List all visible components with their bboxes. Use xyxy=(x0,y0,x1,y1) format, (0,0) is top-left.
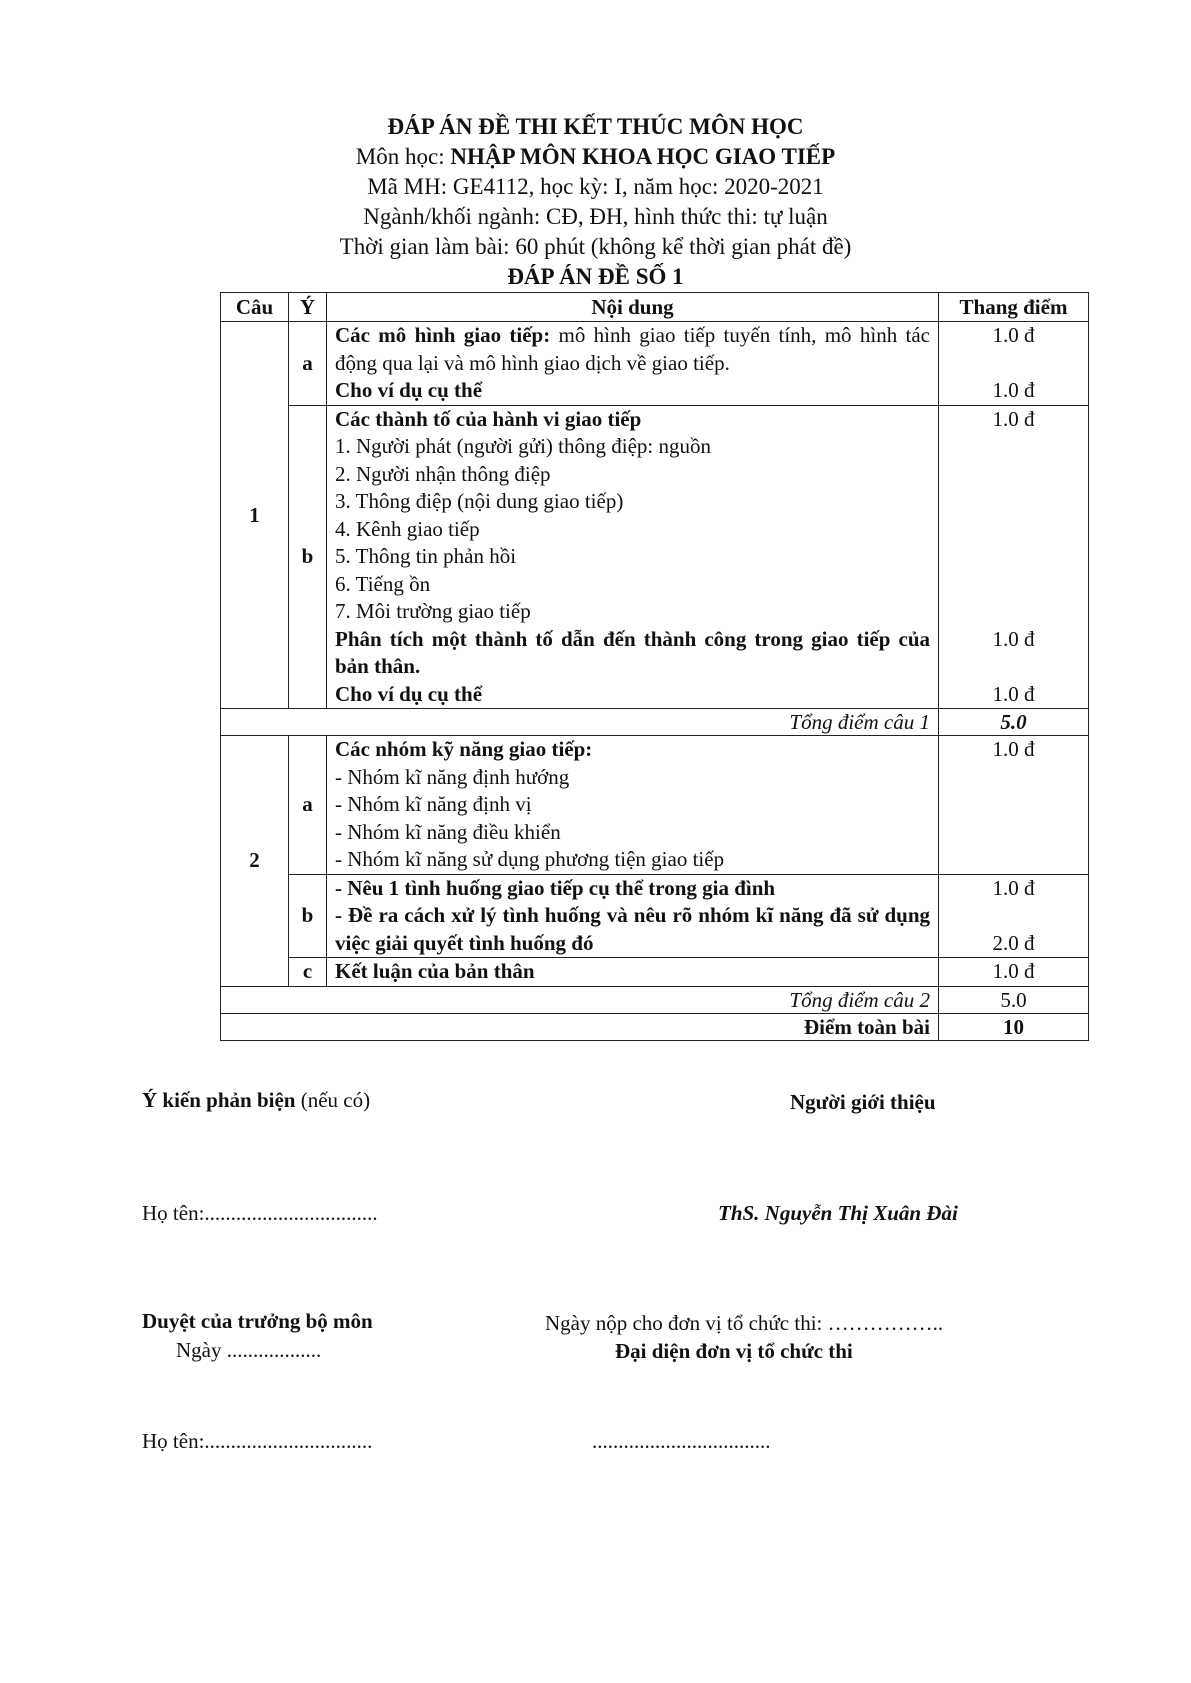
part-label: a xyxy=(289,736,327,875)
score-value: 1.0 đ xyxy=(992,875,1035,900)
col-header-question: Câu xyxy=(221,293,289,322)
answer-text xyxy=(335,322,930,377)
list-item: 3. Thông điệp (nội dung giao tiếp) xyxy=(335,489,624,513)
table-row xyxy=(221,874,1089,958)
reviewer-name-line: Họ tên:................................. xyxy=(142,1201,378,1225)
list-item: 6. Tiếng ồn xyxy=(335,571,431,596)
course-name: NHẬP MÔN KHOA HỌC GIAO TIẾP xyxy=(450,144,836,169)
review-label xyxy=(142,1088,370,1113)
question-total-label: Tổng điểm câu 2 xyxy=(221,986,939,1013)
answer-table xyxy=(220,292,1089,1041)
part-label: b xyxy=(289,874,327,958)
content-cell xyxy=(327,874,939,958)
col-header-part: Ý xyxy=(289,293,327,322)
question-total-value: 5.0 xyxy=(939,709,1089,736)
org-representative-label: Đại diện đơn vị tổ chức thi xyxy=(615,1339,853,1363)
review-bold: Ý kiến phản biện xyxy=(142,1088,296,1112)
score-value: 1.0 đ xyxy=(992,406,1035,431)
course-prefix: Môn học: xyxy=(355,144,451,169)
part-label: c xyxy=(289,958,327,987)
answer-line: Kết luận của bản thân xyxy=(335,959,535,983)
score-value: 1.0 đ xyxy=(992,323,1035,347)
presenter-label: Người giới thiệu xyxy=(790,1090,936,1114)
score-cell xyxy=(939,736,1089,875)
time-line: Thời gian làm bài: 60 phút (không kể thời gian phát đề) xyxy=(339,234,852,259)
col-header-score: Thang điểm xyxy=(939,293,1089,322)
review-note: (nếu có) xyxy=(295,1088,371,1112)
answer-example: Cho ví dụ cụ thể xyxy=(335,378,483,402)
question-number: 2 xyxy=(221,736,289,987)
table-row xyxy=(221,986,1089,1013)
content-cell xyxy=(327,958,939,987)
question-number: 1 xyxy=(221,322,289,709)
table-header-row xyxy=(221,293,1089,322)
presenter-name: ThS. Nguyễn Thị Xuân Đài xyxy=(718,1201,958,1225)
grand-total-label: Điểm toàn bài xyxy=(221,1013,939,1040)
content-cell xyxy=(327,322,939,406)
grand-total-value: 10 xyxy=(939,1013,1089,1040)
list-item: 5. Thông tin phản hồi xyxy=(335,544,517,568)
answer-heading: Các nhóm kỹ năng giao tiếp: xyxy=(335,737,593,761)
score-cell xyxy=(939,322,1089,406)
content-cell xyxy=(327,405,939,709)
answer-analysis: Phân tích một thành tố dẫn đến thành công trong giao tiếp của bản thân. xyxy=(335,626,930,678)
list-item: - Nhóm kĩ năng định hướng xyxy=(335,764,570,789)
answer-bold-lead: Các mô hình giao tiếp: xyxy=(335,323,551,347)
content-cell xyxy=(327,736,939,875)
course-line xyxy=(0,142,1191,172)
course-code-line: Mã MH: GE4112, học kỳ: I, năm học: 2020-2021 xyxy=(367,174,824,199)
submission-date-line: Ngày nộp cho đơn vị tổ chức thi: …………….. xyxy=(545,1311,944,1335)
dept-head-name-line: Họ tên:................................ xyxy=(142,1429,373,1453)
score-cell xyxy=(939,958,1089,987)
score-cell xyxy=(939,874,1089,958)
approval-date-line: Ngày .................. xyxy=(176,1338,322,1362)
question-total-label: Tổng điểm câu 1 xyxy=(221,709,939,736)
score-value: 1.0 đ xyxy=(992,626,1035,651)
score-value: 1.0 đ xyxy=(992,737,1035,761)
table-row xyxy=(221,709,1089,736)
table-row xyxy=(221,1013,1089,1040)
org-signature-line: .................................. xyxy=(592,1429,771,1453)
score-value: 1.0 đ xyxy=(992,378,1035,402)
list-item: - Nhóm kĩ năng sử dụng phương tiện giao tiếp xyxy=(335,847,725,871)
answer-line: - Nêu 1 tình huống giao tiếp cụ thể trong gia đình xyxy=(335,875,776,900)
answer-example: Cho ví dụ cụ thể xyxy=(335,681,483,706)
answer-description: mô hình giao tiếp tuyến tính, mô hình tác động qua lại và mô hình giao dịch về giao tiếp. xyxy=(335,323,930,375)
document-header xyxy=(0,112,1191,292)
document-title: ĐÁP ÁN ĐỀ THI KẾT THÚC MÔN HỌC xyxy=(387,114,804,139)
dept-head-label: Duyệt của trưởng bộ môn xyxy=(142,1309,373,1333)
list-item: 7. Môi trường giao tiếp xyxy=(335,599,531,623)
major-line: Ngành/khối ngành: CĐ, ĐH, hình thức thi: tự luận xyxy=(363,204,828,229)
col-header-content: Nội dung xyxy=(327,293,939,322)
list-item: 4. Kênh giao tiếp xyxy=(335,516,480,541)
list-item: - Nhóm kĩ năng điều khiển xyxy=(335,819,561,844)
answer-line: - Đề ra cách xử lý tình huống và nêu rõ nhóm kĩ năng đã sử dụng việc giải quyết tình huống đó xyxy=(335,903,930,955)
table-row xyxy=(221,736,1089,875)
answer-heading: Các thành tố của hành vi giao tiếp xyxy=(335,406,642,431)
part-label: a xyxy=(289,322,327,406)
score-value: 1.0 đ xyxy=(992,681,1035,706)
table-row xyxy=(221,958,1089,987)
list-item: - Nhóm kĩ năng định vị xyxy=(335,792,532,816)
part-label: b xyxy=(289,405,327,709)
score-value: 1.0 đ xyxy=(992,959,1035,983)
list-item: 1. Người phát (người gửi) thông điệp: nguồn xyxy=(335,434,711,458)
score-cell xyxy=(939,405,1089,709)
table-row xyxy=(221,322,1089,406)
score-value: 2.0 đ xyxy=(992,930,1035,955)
table-row xyxy=(221,405,1089,709)
question-total-value: 5.0 xyxy=(939,986,1089,1013)
answer-key-title: ĐÁP ÁN ĐỀ SỐ 1 xyxy=(507,264,684,289)
list-item: 2. Người nhận thông điệp xyxy=(335,461,551,486)
